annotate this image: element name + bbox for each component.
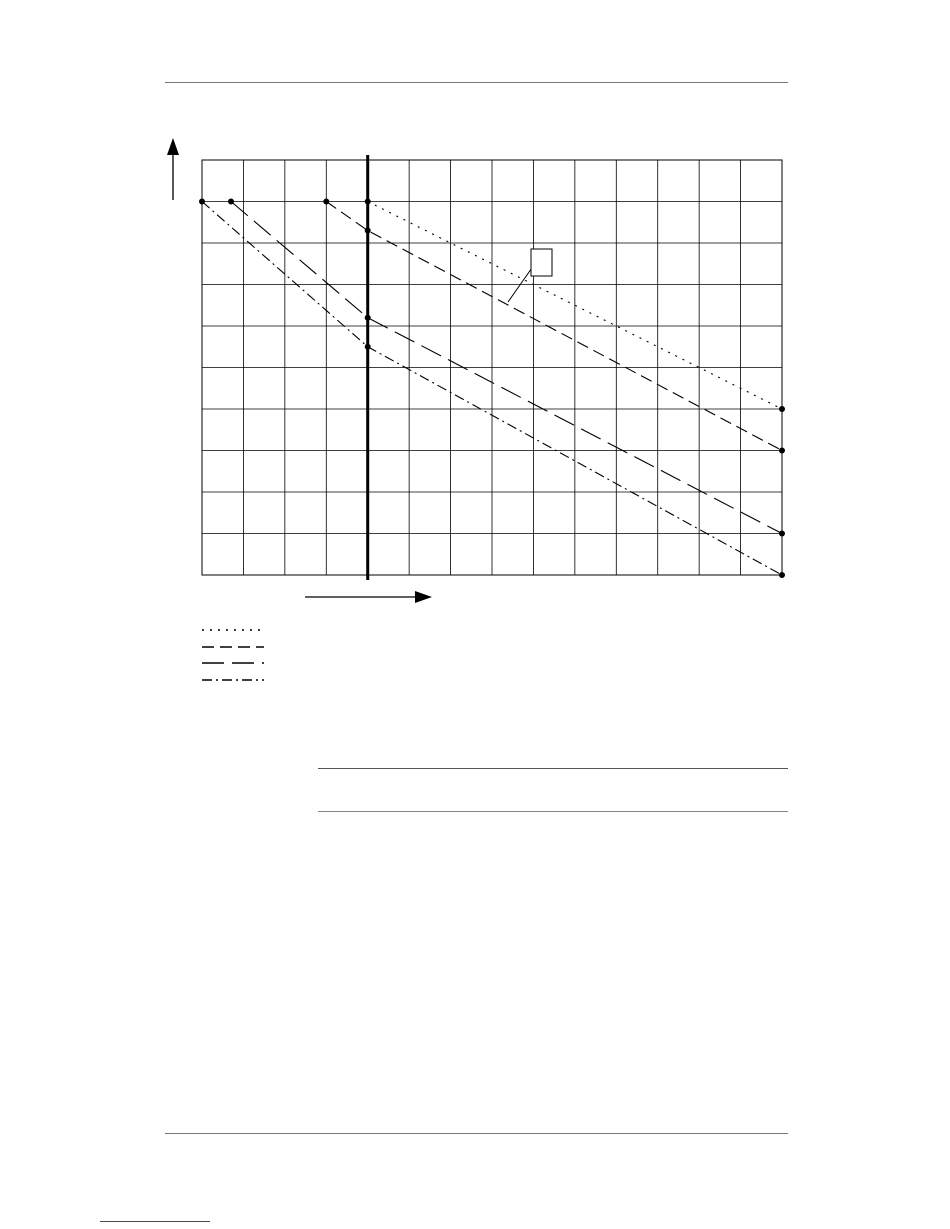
series-point-dash-dot bbox=[199, 199, 205, 205]
table-rule-bottom bbox=[318, 811, 788, 812]
table-rule-top bbox=[318, 768, 788, 769]
footer-rule bbox=[165, 1133, 788, 1134]
chart-grid bbox=[202, 160, 782, 575]
series-point-dashed bbox=[365, 228, 371, 234]
legend bbox=[202, 630, 264, 680]
callout-group bbox=[508, 249, 552, 302]
x-axis-arrow-head bbox=[415, 591, 432, 603]
callout-leader bbox=[508, 265, 534, 302]
series-point-dash-dot bbox=[779, 572, 785, 578]
series-point-long-dash bbox=[228, 199, 234, 205]
series-point-dotted bbox=[365, 199, 371, 205]
series-point-long-dash bbox=[779, 531, 785, 537]
series-point-dash-dot bbox=[365, 344, 371, 350]
series-point-long-dash bbox=[365, 315, 371, 321]
y-axis-arrow-head bbox=[167, 138, 179, 155]
callout-box bbox=[531, 249, 552, 276]
series-point-dashed bbox=[323, 199, 329, 205]
series-point-dotted bbox=[779, 406, 785, 412]
link-underline bbox=[100, 1221, 210, 1222]
series-point-dashed bbox=[779, 448, 785, 454]
